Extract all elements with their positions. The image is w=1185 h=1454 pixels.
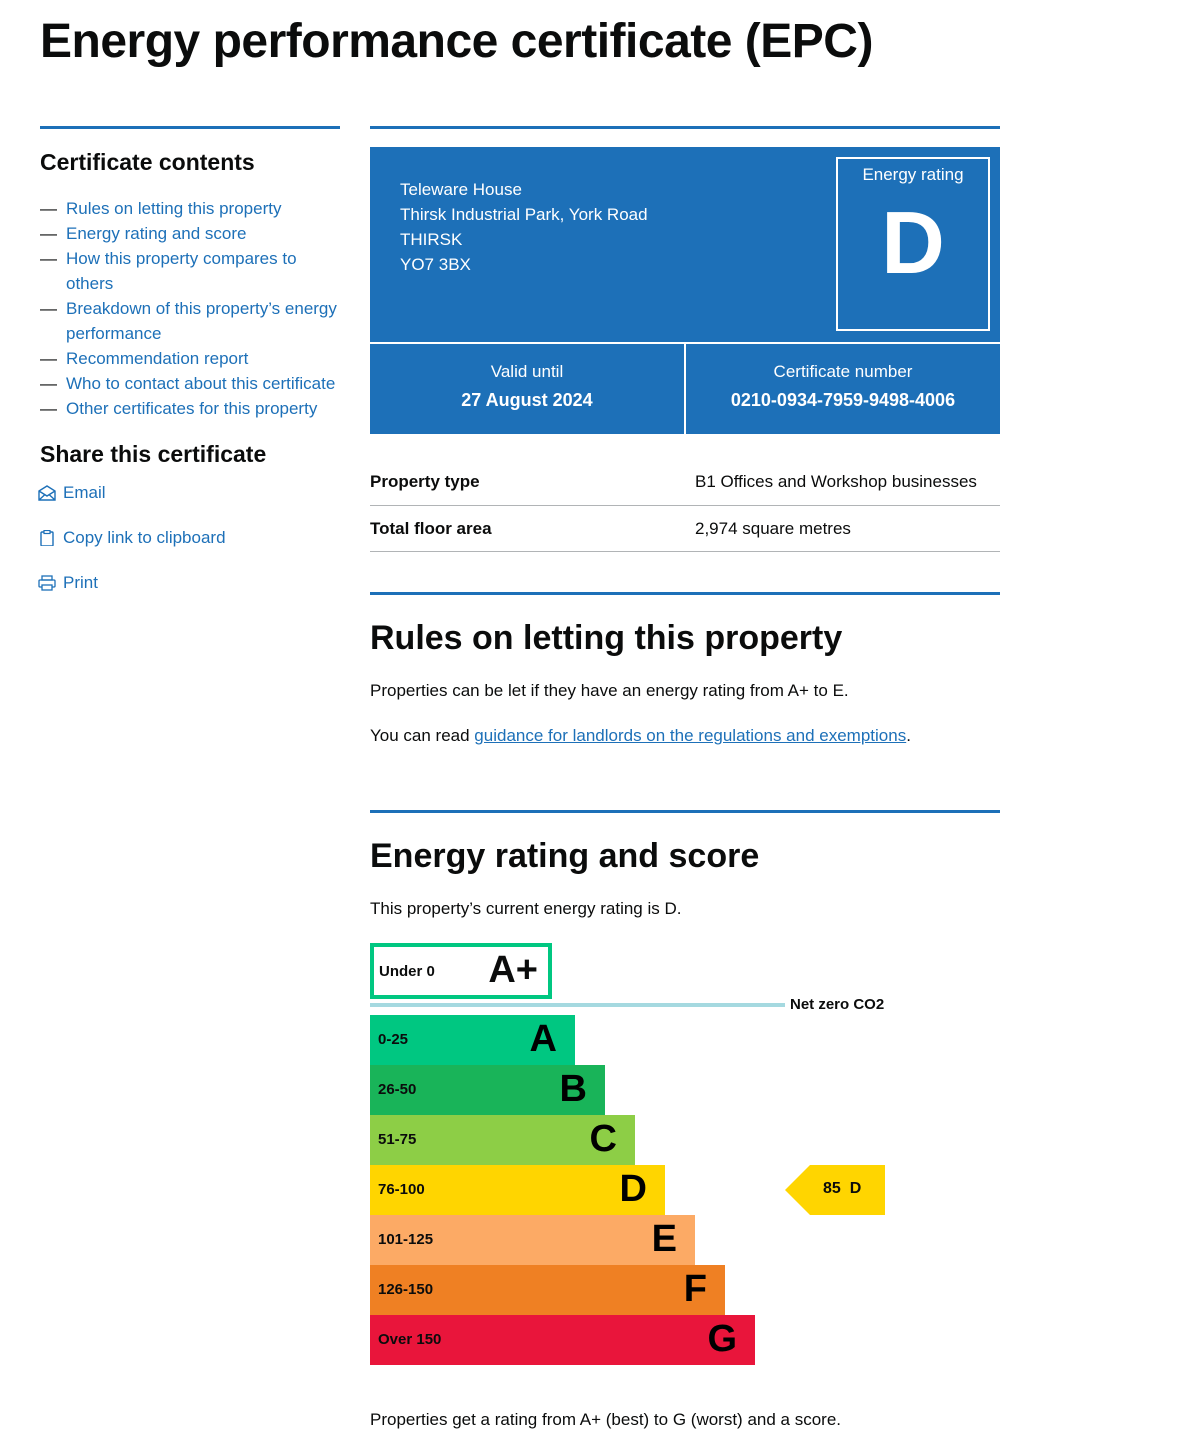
certificate-summary-box	[370, 147, 1000, 434]
sidebar	[40, 126, 340, 615]
section-rule	[370, 126, 1000, 129]
guidance-link[interactable]: guidance for landlords on the regulations and exemptions	[474, 726, 907, 745]
summary-row	[370, 458, 1000, 506]
band-range: 126-150	[378, 1281, 434, 1298]
band-letter: A	[529, 1018, 557, 1060]
dash: —	[40, 249, 57, 268]
band-range: 51-75	[378, 1131, 417, 1148]
toc-link[interactable]: How this property compares to others	[66, 249, 297, 293]
address-line: THIRSK	[400, 230, 463, 249]
band-letter: G	[707, 1318, 737, 1360]
toc-item-contact[interactable]	[40, 371, 340, 396]
rules-guidance	[370, 723, 1000, 748]
energy-section	[370, 810, 1000, 1373]
toc-item-compares[interactable]	[40, 246, 340, 296]
dash: —	[40, 349, 57, 368]
guidance-suffix: .	[906, 726, 911, 745]
band-g	[370, 1315, 755, 1365]
certificate-contents-list	[40, 196, 340, 421]
toc-item-energy-rating[interactable]	[40, 221, 340, 246]
band-c	[370, 1115, 635, 1165]
dash: —	[40, 224, 57, 243]
toc-item-breakdown[interactable]	[40, 296, 340, 346]
share-list	[40, 480, 340, 595]
band-letter: B	[559, 1068, 587, 1110]
certificate-number-label: Certificate number	[773, 362, 913, 381]
toc-link[interactable]: Other certificates for this property	[66, 399, 318, 418]
section-rule	[370, 592, 1000, 595]
toc-item-rules[interactable]	[40, 196, 340, 221]
certificate-number-value: 0210-0934-7959-9498-4006	[730, 390, 956, 410]
band-b	[370, 1065, 605, 1115]
summary-value: B1 Offices and Workshop businesses	[695, 471, 977, 491]
section-rule	[370, 810, 1000, 813]
toc-link[interactable]: Who to contact about this certificate	[66, 374, 336, 393]
band-a	[370, 1015, 575, 1065]
share-title: Share this certificate	[40, 441, 267, 467]
contents-title: Certificate contents	[40, 149, 255, 175]
dash: —	[40, 199, 57, 218]
clipboard-icon	[38, 530, 56, 546]
energy-rating-box	[836, 157, 990, 331]
valid-until-date: 27 August 2024	[461, 390, 593, 410]
toc-link[interactable]: Energy rating and score	[66, 224, 247, 243]
net-zero-label: Net zero CO2	[790, 996, 885, 1013]
band-e	[370, 1215, 695, 1265]
valid-until-label: Valid until	[490, 362, 564, 381]
certificate-number	[684, 344, 1000, 434]
net-zero-line	[370, 1003, 785, 1007]
valid-until	[370, 344, 684, 434]
band-aplus	[370, 943, 552, 999]
email-link[interactable]: Email	[63, 483, 106, 502]
current-rating-text: 85 D	[823, 1180, 862, 1197]
certificate-details	[370, 342, 1000, 434]
band-letter: C	[589, 1118, 617, 1160]
summary-row	[370, 506, 1000, 552]
energy-rating-letter: D	[881, 193, 945, 292]
band-letter: D	[619, 1168, 647, 1210]
rules-title: Rules on letting this property	[370, 619, 843, 657]
address-line: YO7 3BX	[400, 255, 471, 274]
rules-section	[370, 592, 1000, 748]
share-print[interactable]	[40, 570, 340, 595]
band-range: 26-50	[378, 1081, 417, 1098]
band-range: Under 0	[379, 963, 435, 980]
address-line: Teleware House	[400, 180, 522, 199]
printer-icon	[38, 575, 56, 591]
share-copy[interactable]	[40, 525, 340, 550]
band-range: 0-25	[378, 1031, 409, 1048]
toc-link[interactable]: Breakdown of this property’s energy performance	[66, 299, 337, 343]
summary-key: Property type	[370, 471, 480, 491]
band-range: Over 150	[378, 1331, 442, 1348]
dash: —	[40, 299, 57, 318]
band-range: 76-100	[378, 1181, 425, 1198]
band-f	[370, 1265, 725, 1315]
guidance-prefix: You can read	[370, 726, 475, 745]
toc-link[interactable]: Rules on letting this property	[66, 199, 282, 218]
energy-title: Energy rating and score	[370, 837, 760, 875]
property-address	[400, 177, 648, 277]
page-title: Energy performance certificate (EPC)	[40, 15, 873, 68]
property-summary	[370, 458, 1000, 552]
band-letter: F	[683, 1268, 707, 1310]
energy-caption: Properties get a rating from A+ (best) to G (worst) and a score.	[370, 1410, 842, 1429]
summary-key: Total floor area	[370, 518, 492, 538]
copy-link[interactable]: Copy link to clipboard	[63, 528, 226, 547]
energy-intro: This property’s current energy rating is D.	[370, 899, 682, 918]
print-link[interactable]: Print	[63, 573, 98, 592]
toc-item-other-certificates[interactable]	[40, 396, 340, 421]
envelope-icon	[38, 485, 56, 501]
rules-paragraph: Properties can be let if they have an energy rating from A+ to E.	[370, 681, 849, 700]
band-d	[370, 1165, 665, 1215]
band-range: 101-125	[378, 1231, 434, 1248]
main-content	[370, 126, 1000, 1373]
dash: —	[40, 399, 57, 418]
toc-item-recommendation[interactable]	[40, 346, 340, 371]
energy-rating-chart	[370, 943, 1000, 1373]
band-letter: E	[651, 1218, 677, 1260]
dash: —	[40, 374, 57, 393]
current-rating-pointer	[785, 1165, 885, 1215]
address-line: Thirsk Industrial Park, York Road	[400, 205, 648, 224]
energy-rating-label: Energy rating	[862, 165, 964, 184]
share-email[interactable]	[40, 480, 340, 505]
band-letter: A+	[488, 949, 538, 991]
summary-value: 2,974 square metres	[695, 518, 851, 538]
toc-link[interactable]: Recommendation report	[66, 349, 249, 368]
